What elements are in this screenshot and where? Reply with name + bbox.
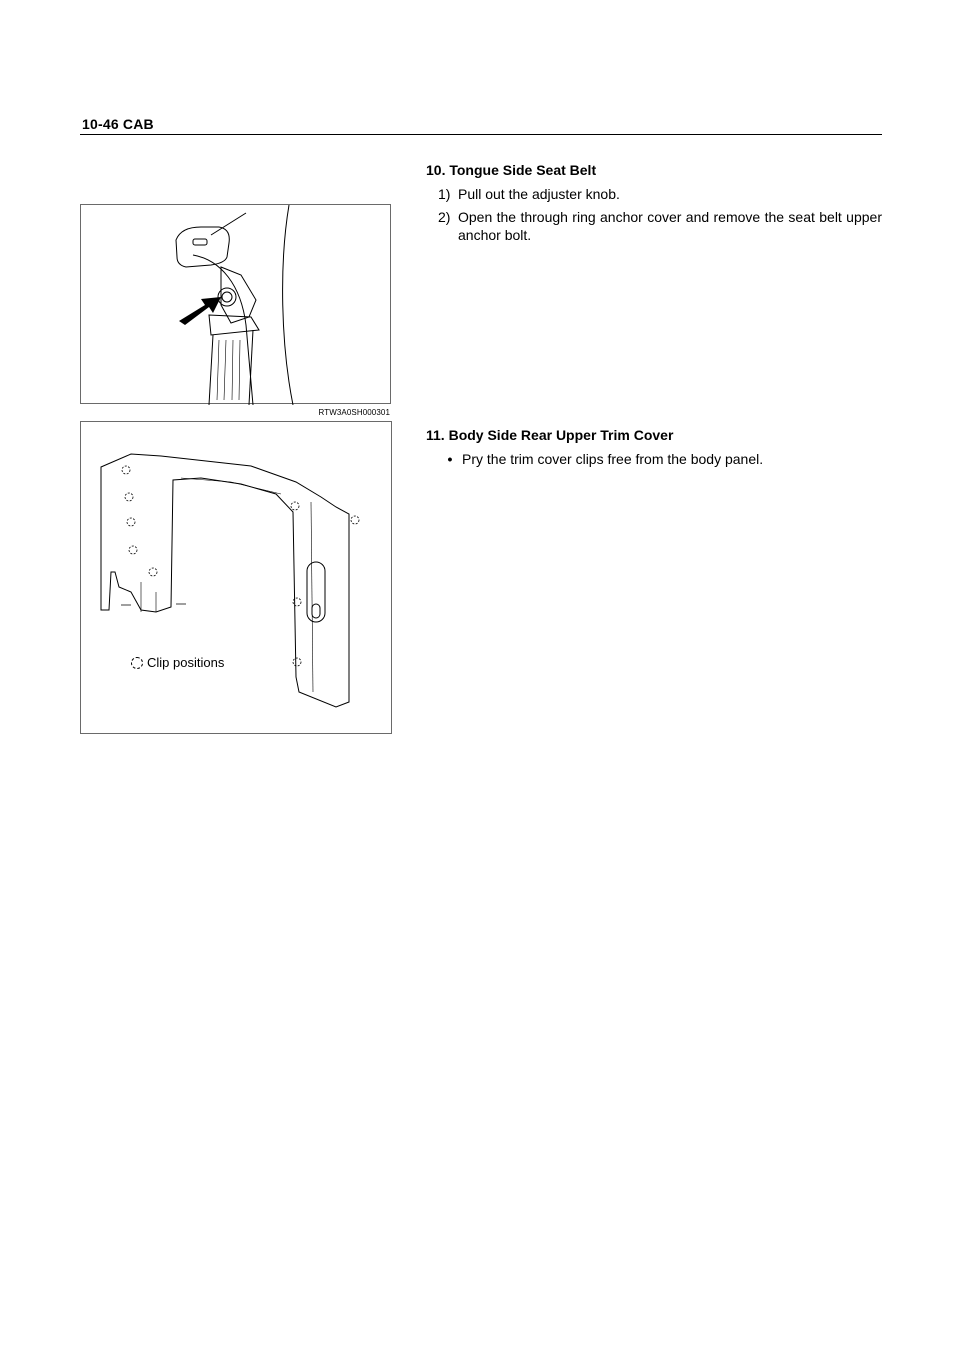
step-number: 1) <box>438 186 451 202</box>
figure-seat-belt-anchor <box>80 204 391 404</box>
header-rule <box>80 134 882 135</box>
section-title: 11. Body Side Rear Upper Trim Cover <box>426 427 674 443</box>
section-body-side-rear-upper-trim-cover <box>426 426 882 468</box>
trim-cover-illustration <box>81 422 393 735</box>
seat-belt-illustration <box>81 205 392 405</box>
bullet-icon: • <box>447 451 453 467</box>
section-title: 10. Tongue Side Seat Belt <box>426 162 597 178</box>
clip-legend <box>131 655 224 670</box>
figure-caption: RTW3A0SH000301 <box>318 408 390 417</box>
bullet-text: Pry the trim cover clips free from the body panel. <box>462 451 764 467</box>
clip-position-icon <box>131 657 143 669</box>
step-text: Open the through ring anchor cover and remove the seat belt upper anchor bolt. <box>458 209 882 243</box>
page-header: 10-46 CAB <box>82 116 154 132</box>
figure-trim-cover <box>80 421 392 734</box>
step-item <box>426 185 882 203</box>
step-item <box>426 208 882 244</box>
arrow-icon <box>179 297 221 325</box>
bullet-item <box>438 450 882 468</box>
section-tongue-side-seat-belt <box>426 161 882 249</box>
step-number: 2) <box>438 209 451 225</box>
clip-legend-label: Clip positions <box>147 655 225 670</box>
step-text: Pull out the adjuster knob. <box>458 186 620 202</box>
